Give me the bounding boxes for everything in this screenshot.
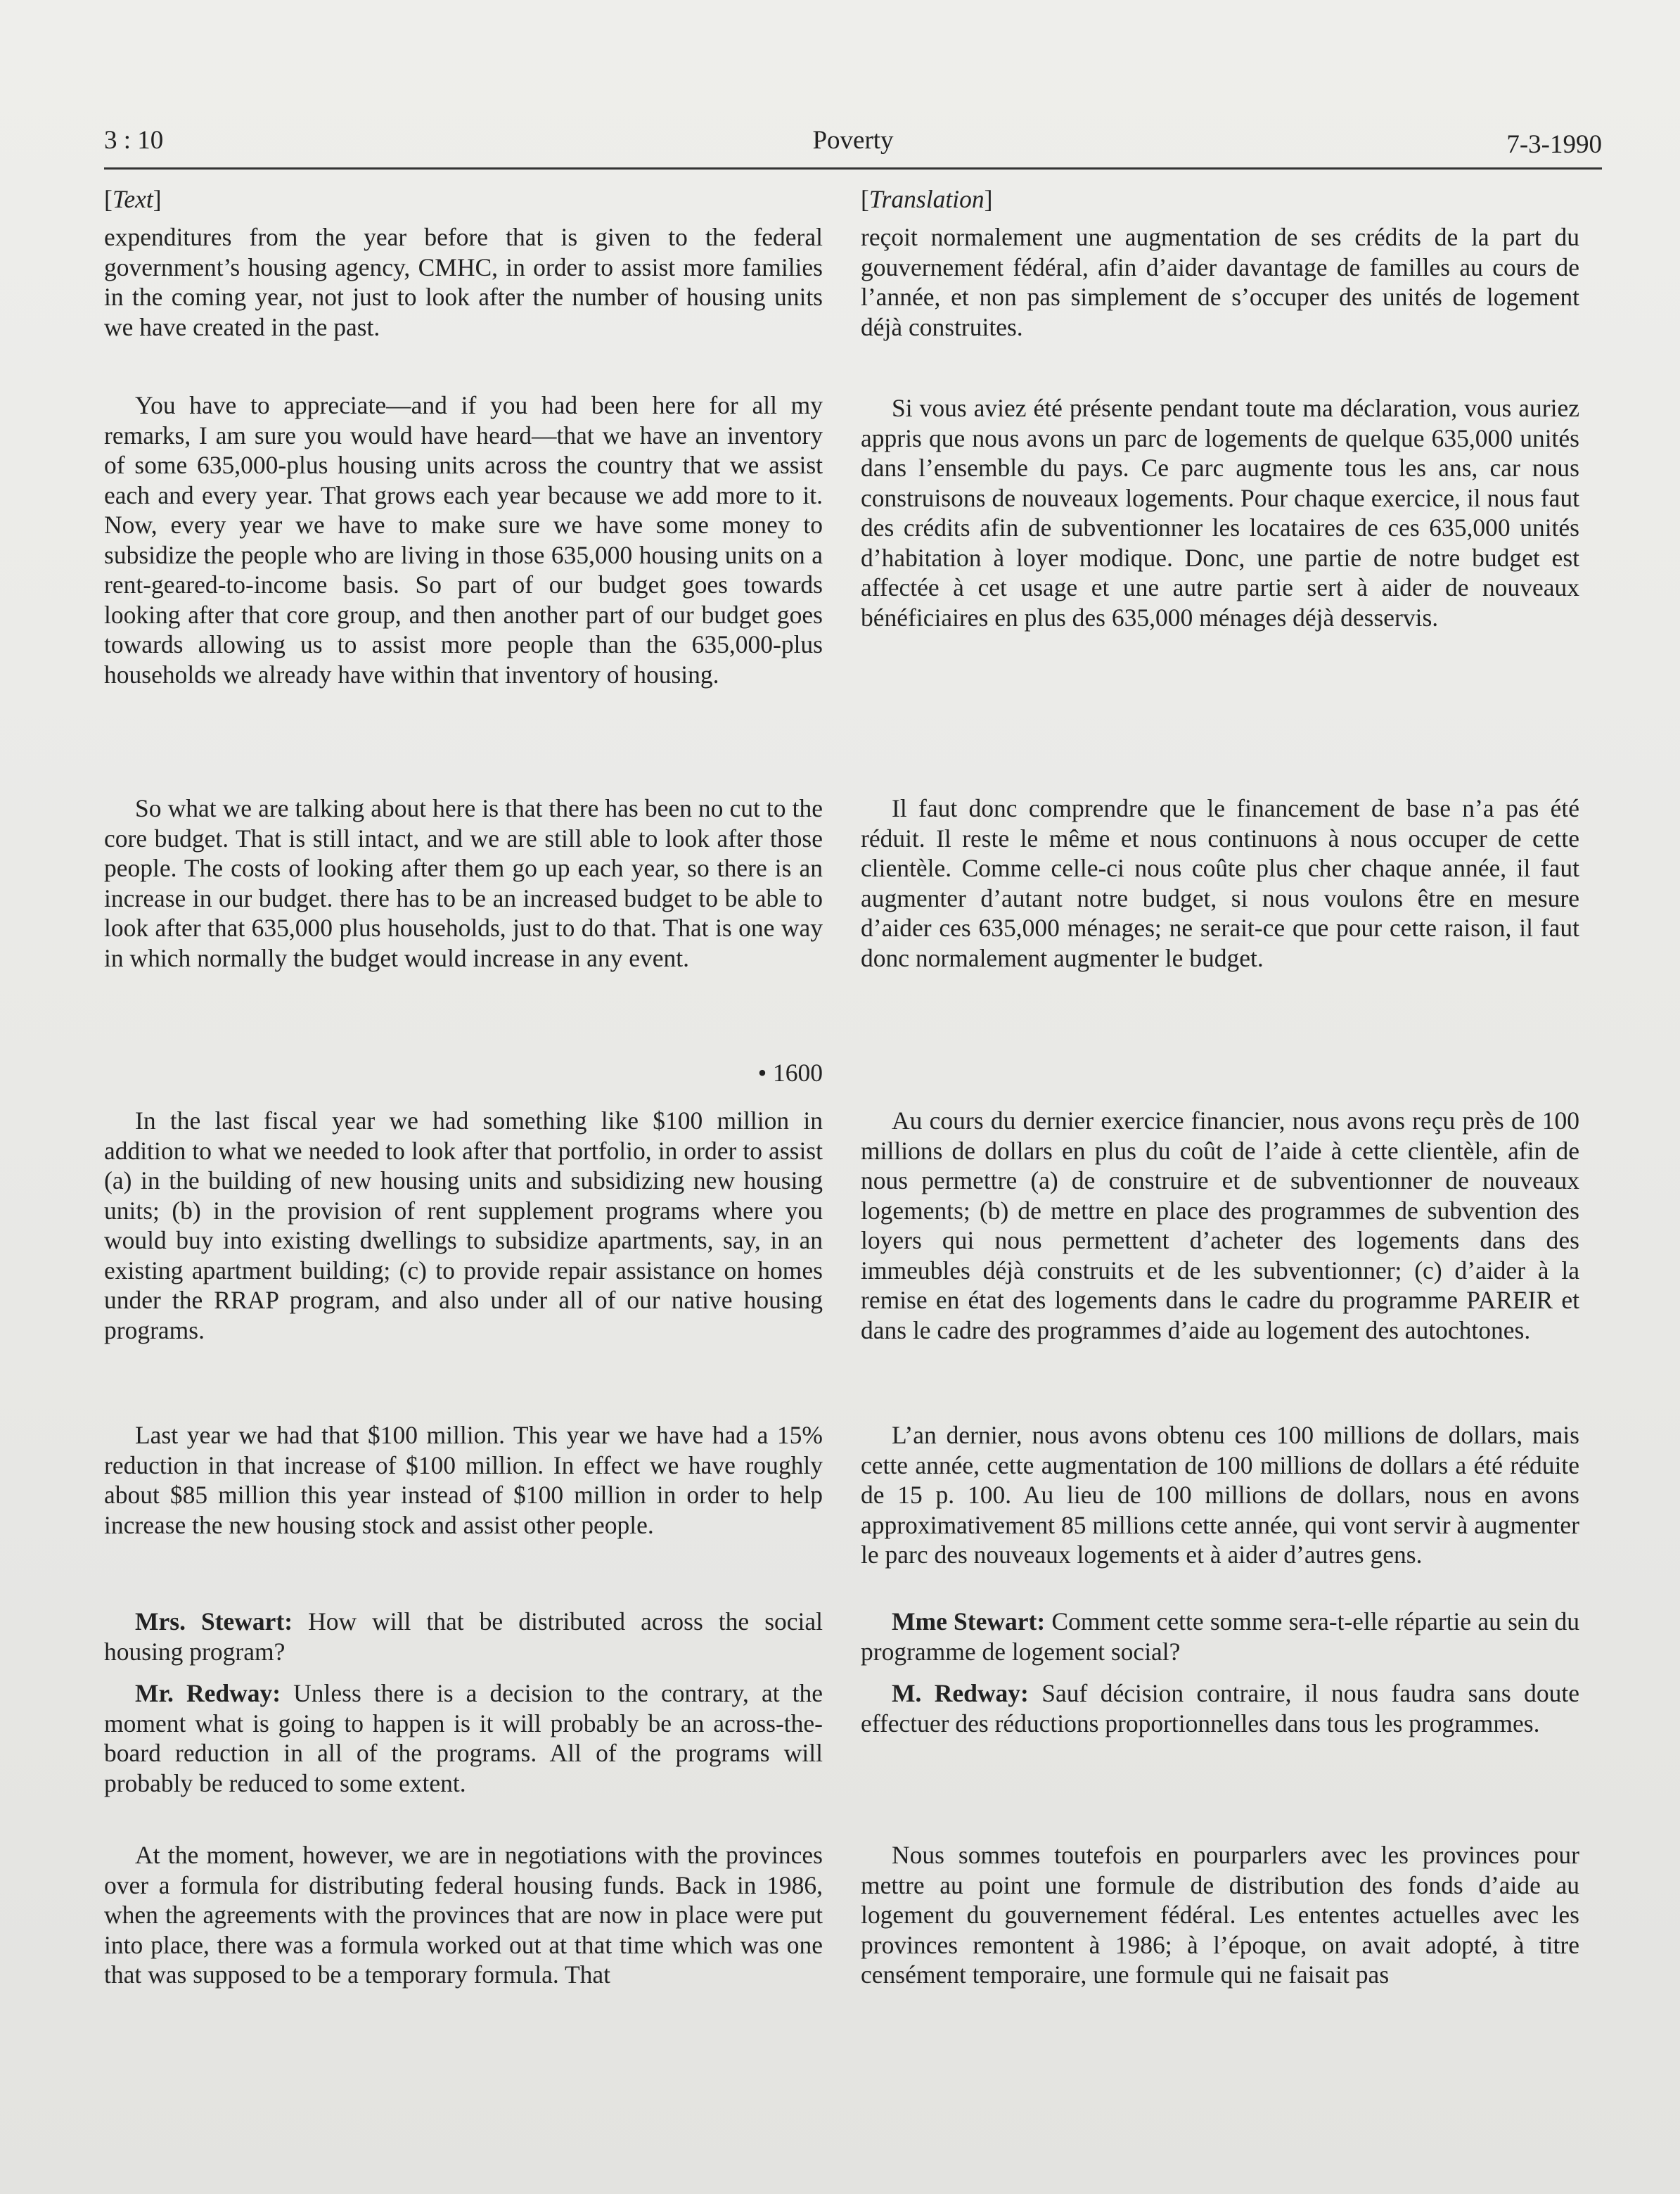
paragraph: Nous sommes toutefois en pourparlers avec les provinces pour mettre au point une formule de distribution des fonds d’aide au logement du gouvernement fédéral. Les ententes actuelles avec les provinces remontent à 1986; à l’époque, on avait adopté, à titre censément temporaire, une formule qui ne faisait pas bbox=[861, 1841, 1579, 1989]
paragraph: expenditures from the year before that is given to the federal government’s housing agency, CMHC, in order to assist more families in the coming year, not just to look after the number of housing units we have created in the past. bbox=[104, 223, 823, 341]
speaker-paragraph: Mme Stewart: Comment cette somme sera-t-elle répartie au sein du programme de logement social? bbox=[861, 1607, 1580, 1666]
paragraph: In the last fiscal year we had something like $100 million in addition to what we needed to look after that portfolio, in order to assist (a) in the building of new housing units and subsidizing new housing units; (b) in the provision of rent supplement programs where you would buy into existing dwellings to subsidize apartments, say, in an existing apartment building; (c) to provide repair assistance on homes under the RRAP program, and also under all of our native housing programs. bbox=[104, 1106, 823, 1344]
speaker-paragraph: M. Redway: Sauf décision contraire, il nous faudra sans doute effectuer des réductions proportionnelles dans tous les programmes. bbox=[861, 1679, 1579, 1737]
speaker-name: M. Redway: bbox=[892, 1679, 1029, 1707]
paragraph: L’an dernier, nous avons obtenu ces 100 millions de dollars, mais cette année, cette augmentation de 100 millions de dollars a été réduite de 15 p. 100. Au lieu de 100 millions de dollars, nous en avons approximativement 85 millions cette année, qui vont servir à augmenter le parc des nouveaux logements et à aider d’autres gens. bbox=[861, 1421, 1579, 1569]
paragraph: Au cours du dernier exercice financier, nous avons reçu près de 100 millions de dollars en plus du coût de l’aide à cette clientèle, afin de nous permettre (a) de construire et de subventionner de nouveaux logements; (b) de mettre en place des programmes de subvention des loyers qui nous permettent d’acheter des logements dans des immeubles déjà construits et de les subventionner; (c) d’aider à la remise en état des logements dans le cadre du programme PAREIR et dans le cadre des programmes d’aide au logement des autochtones. bbox=[861, 1106, 1579, 1344]
page-date: 7-3-1990 bbox=[1506, 130, 1602, 159]
column-label: [Translation] bbox=[861, 185, 993, 213]
paragraph: Il faut donc comprendre que le financement de base n’a pas été réduit. Il reste le même et nous continuons à nous occuper de cette clientèle. Comme celle-ci nous coûte plus cher chaque année, il faut augmenter d’autant notre budget, si nous voulons être en mesure d’aider ces 635,000 ménages; ne serait-ce que pour cette raison, il faut donc normalement augmenter le budget. bbox=[861, 794, 1579, 972]
column-label: [Text] bbox=[104, 185, 162, 213]
paragraph: Last year we had that $100 million. This year we have had a 15% reduction in that increase of $100 million. In effect we have roughly about $85 million this year instead of $100 million in order to help increase the new housing stock and assist other people. bbox=[104, 1421, 823, 1539]
paragraph: So what we are talking about here is that there has been no cut to the core budget. That is still intact, and we are still able to look after those people. The costs of looking after them go up each year, so there is an increase in our budget. there has to be an increased budget to be able to look after that 635,000 plus households, just to do that. That is one way in which normally the budget would increase in any event. bbox=[104, 794, 823, 972]
french-column bbox=[861, 184, 1580, 1989]
english-column bbox=[104, 184, 823, 1989]
speaker-name: Mr. Redway: bbox=[135, 1679, 281, 1707]
page-number: 3 : 10 bbox=[104, 126, 164, 155]
speaker-name: Mrs. Stewart: bbox=[135, 1607, 293, 1635]
time-marker: • 1600 bbox=[757, 1059, 823, 1087]
page-header bbox=[104, 125, 1602, 170]
paragraph: Si vous aviez été présente pendant toute ma déclaration, vous auriez appris que nous avons un parc de logements de quelque 635,000 unités dans l’ensemble du pays. Ce parc augmente tous les ans, car nous construisons de nouveaux logements. Pour chaque exercice, il nous faut des crédits afin de subventionner les locataires de ces 635,000 unités d’habitation à loyer modique. Donc, une partie de notre budget est affectée à cet usage et une autre partie sert à aider de nouveaux bénéficiaires en plus des 635,000 ménages déjà desservis. bbox=[861, 394, 1579, 632]
speaker-paragraph: Mrs. Stewart: How will that be distributed across the social housing program? bbox=[104, 1607, 823, 1666]
speaker-paragraph: Mr. Redway: Unless there is a decision to the contrary, at the moment what is going to happen is it will probably be an across-the-board reduction in all of the programs. All of the programs will probably be reduced to some extent. bbox=[104, 1679, 823, 1797]
paragraph: At the moment, however, we are in negotiations with the provinces over a formula for distributing federal housing funds. Back in 1986, when the agreements with the provinces that are now in place were put into place, there was a formula worked out at that time which was one that was supposed to be a temporary formula. That bbox=[104, 1841, 823, 1989]
paragraph: reçoit normalement une augmentation de ses crédits de la part du gouvernement fédéral, afin d’aider davantage de familles au cours de l’année, et non pas simplement de s’occuper des unités de logement déjà construites. bbox=[861, 223, 1579, 341]
speaker-name: Mme Stewart: bbox=[892, 1607, 1046, 1635]
paragraph: You have to appreciate—and if you had been here for all my remarks, I am sure you would have heard—that we have an inventory of some 635,000-plus housing units across the country that we assist each and every year. That grows each year because we add more to it. Now, every year we have to make sure we have some money to subsidize the people who are living in those 635,000 housing units on a rent-geared-to-income basis. So part of our budget goes towards looking after that core group, and then another part of our budget goes towards allowing us to assist more people than the 635,000-plus households we already have within that inventory of housing. bbox=[104, 391, 823, 689]
page-title: Poverty bbox=[812, 126, 894, 155]
